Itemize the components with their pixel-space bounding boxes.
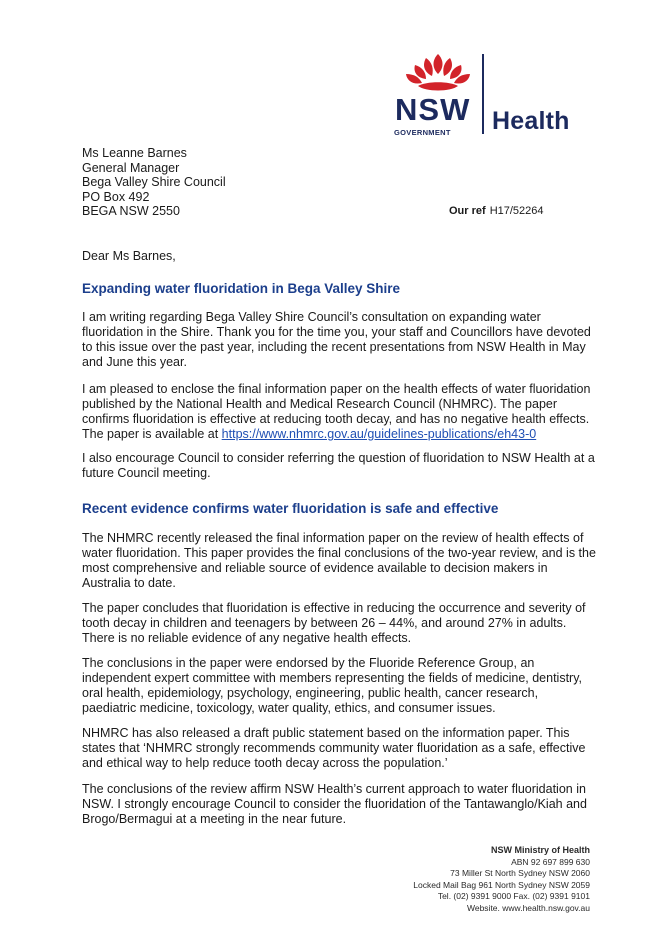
section-heading-expanding: Expanding water fluoridation in Bega Valley Shire	[82, 281, 401, 296]
paragraph-public-statement	[82, 726, 602, 771]
paragraph-line: tooth decay in children and teenagers by between 26 – 44%, and around 27% in adults.	[82, 616, 567, 630]
footer-website: Website. www.health.nsw.gov.au	[466, 902, 590, 913]
paragraph-line: I am pleased to enclose the final information paper on the health effects of water fluoridation	[82, 382, 591, 396]
paragraph-line: independent expert committee with members representing the fields of medicine, dentistry,	[82, 671, 583, 685]
paragraph-information-paper	[82, 382, 602, 442]
ministry-footer	[413, 845, 590, 914]
government-wordmark: GOVERNMENT	[394, 128, 451, 137]
section-heading-evidence: Recent evidence confirms water fluoridation is safe and effective	[82, 501, 499, 516]
our-ref-label: Our ref	[449, 205, 486, 217]
paragraph-line: and ethical way to help reduce tooth decay across the population.’	[82, 756, 448, 770]
paragraph-line: to this issue over the past year, including the recent presentations from NSW Health in May	[82, 340, 586, 354]
paragraph-line: published by the National Health and Medical Research Council (NHMRC). The paper	[82, 397, 558, 411]
paragraph-line: The conclusions in the paper were endorsed by the Fluoride Reference Group, an	[82, 656, 535, 670]
paragraph-line: future Council meeting.	[82, 466, 211, 480]
paragraph-line: oral health, epidemiology, psychology, engineering, public health, cancer research,	[82, 686, 539, 700]
paragraph-line: NHMRC has also released a draft public statement based on the information paper. This	[82, 726, 570, 740]
link-prefix: The paper is available at	[82, 427, 222, 441]
paragraph-line: There is no reliable evidence of any negative health effects.	[82, 631, 412, 645]
paragraph-line: states that ‘NHMRC strongly recommends community water fluoridation as a safe, effective	[82, 741, 586, 755]
footer-abn: ABN 92 697 899 630	[511, 856, 590, 867]
paragraph-nhmrc-review	[82, 531, 602, 591]
paragraph-line: I also encourage Council to consider referring the question of fluoridation to NSW Health at a	[82, 451, 595, 465]
paragraph-line: paediatric medicine, toxicology, water quality, ethics, and consumer issues.	[82, 701, 496, 715]
paragraph-line: confirms fluoridation is effective at reducing tooth decay, and has no negative health effects.	[82, 412, 590, 426]
waratah-flower-icon	[398, 50, 478, 94]
footer-street-address: 73 Miller St North Sydney NSW 2060	[450, 868, 590, 878]
nsw-wordmark: NSW	[395, 92, 471, 127]
paragraph-line: Australia to date.	[82, 576, 176, 590]
our-ref-value: H17/52264	[489, 205, 544, 217]
paragraph-line: Brogo/Bermagui at a meeting in the near future.	[82, 812, 347, 826]
nhmrc-paper-link[interactable]: https://www.nhmrc.gov.au/guidelines-publications/eh43-0	[221, 427, 537, 441]
address-line: Ms Leanne Barnes	[82, 146, 187, 160]
nsw-health-logo	[392, 50, 592, 140]
paragraph-referral	[82, 451, 602, 481]
paragraph-reference-group	[82, 656, 602, 716]
recipient-address	[82, 146, 226, 219]
paragraph-line: The paper concludes that fluoridation is effective in reducing the occurrence and severity of	[82, 601, 586, 615]
footer-phone-fax: Tel. (02) 9391 9000 Fax. (02) 9391 9101	[437, 891, 590, 901]
paragraph-line: and June this year.	[82, 355, 187, 369]
footer-org-name: NSW Ministry of Health	[490, 845, 590, 855]
paragraph-line: fluoridation in the Shire. Thank you for the time you, your staff and Councillors have devoted	[82, 325, 591, 339]
address-line: Bega Valley Shire Council	[82, 175, 226, 189]
footer-mail-address: Locked Mail Bag 961 North Sydney NSW 2059	[413, 879, 590, 890]
paragraph-line: water fluoridation. This paper provides the final conclusions of the two-year review, and is the	[82, 546, 596, 560]
paragraph-conclusions	[82, 601, 602, 646]
paragraph-line: most comprehensive and reliable source of evidence available to decision makers in	[82, 561, 548, 575]
paragraph-consultation	[82, 310, 602, 370]
paragraph-line: NSW. I strongly encourage Council to consider the fluoridation of the Tantawanglo/Kiah and	[82, 797, 587, 811]
paragraph-line: The conclusions of the review affirm NSW Health’s current approach to water fluoridation in	[82, 782, 586, 796]
paragraph-line: I am writing regarding Bega Valley Shire Council’s consultation on expanding water	[82, 310, 541, 324]
logo-divider	[482, 54, 484, 134]
address-line: General Manager	[82, 160, 180, 175]
address-line: BEGA NSW 2550	[82, 204, 180, 218]
our-reference	[449, 205, 544, 217]
paragraph-line: The NHMRC recently released the final information paper on the review of health effects of	[82, 531, 584, 545]
paragraph-line	[82, 427, 602, 442]
address-line: PO Box 492	[82, 189, 150, 204]
health-wordmark: Health	[492, 107, 570, 135]
paragraph-recommendation	[82, 782, 602, 827]
salutation: Dear Ms Barnes,	[82, 249, 176, 263]
